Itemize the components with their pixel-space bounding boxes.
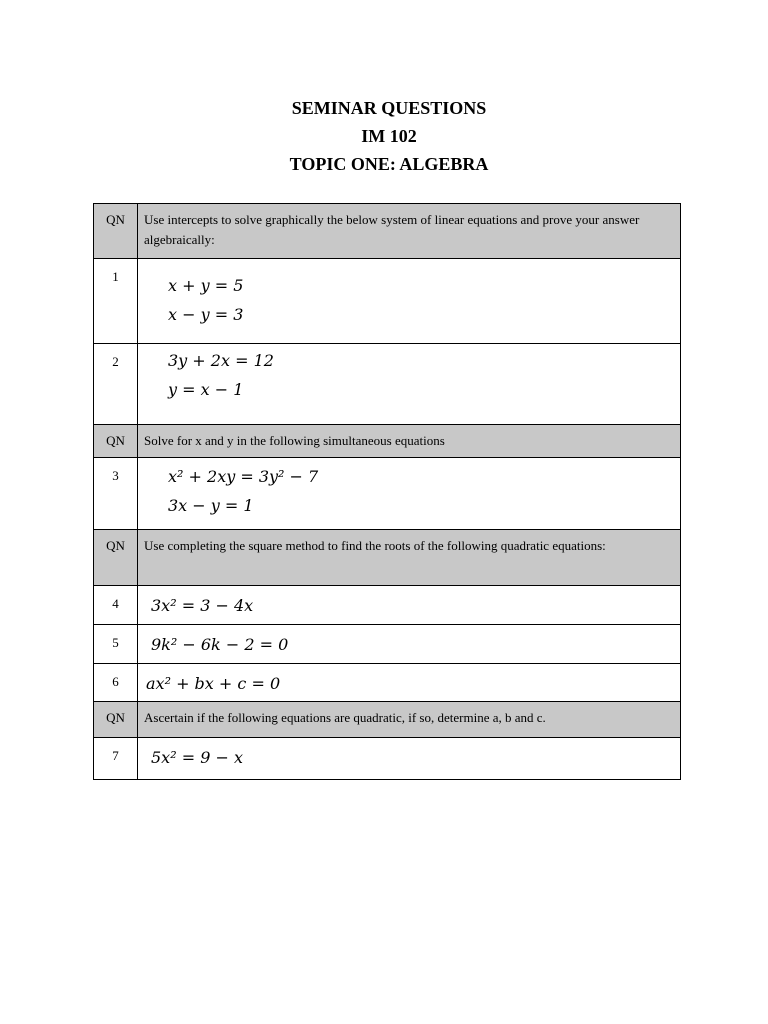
equation: ax² + bx + c = 0 [146, 674, 281, 693]
equation: 3x − y = 1 [168, 496, 254, 515]
section-header [94, 530, 681, 586]
equation: x² + 2xy = 3y² − 7 [168, 467, 319, 486]
question-content [138, 738, 681, 780]
question-content [138, 586, 681, 625]
question-row [94, 738, 681, 780]
qn-label: QN [94, 530, 138, 586]
section-instruction: Ascertain if the following equations are quadratic, if so, determine a, b and c. [138, 702, 681, 738]
questions-table [93, 203, 681, 780]
question-row [94, 586, 681, 625]
section-instruction: Solve for x and y in the following simultaneous equations [138, 425, 681, 458]
question-number: 7 [94, 738, 138, 780]
equation: x − y = 3 [168, 305, 244, 324]
qn-label: QN [94, 702, 138, 738]
course-code: IM 102 [361, 126, 417, 146]
section-instruction: Use completing the square method to find the roots of the following quadratic equations: [138, 530, 681, 586]
question-row [94, 625, 681, 664]
document-title-block [0, 94, 768, 178]
qn-label: QN [94, 425, 138, 458]
question-number: 5 [94, 625, 138, 664]
qn-label: QN [94, 204, 138, 259]
equation: 5x² = 9 − x [151, 748, 243, 767]
equation: 3y + 2x = 12 [168, 351, 274, 370]
equation: 3x² = 3 − 4x [151, 596, 254, 615]
question-content [138, 458, 681, 530]
question-row [94, 664, 681, 702]
question-content [138, 664, 681, 702]
question-content [138, 344, 681, 425]
question-row [94, 344, 681, 425]
section-header [94, 425, 681, 458]
equation: 9k² − 6k − 2 = 0 [151, 635, 289, 654]
question-number: 2 [94, 344, 138, 425]
section-header [94, 702, 681, 738]
question-row [94, 259, 681, 344]
topic-title: TOPIC ONE: ALGEBRA [289, 154, 489, 174]
document-title: SEMINAR QUESTIONS [291, 98, 487, 118]
question-content [138, 259, 681, 344]
question-number: 6 [94, 664, 138, 702]
question-number: 3 [94, 458, 138, 530]
question-number: 1 [94, 259, 138, 344]
section-instruction: Use intercepts to solve graphically the below system of linear equations and prove your answer algebraically: [138, 204, 681, 259]
question-content [138, 625, 681, 664]
equation: x + y = 5 [168, 276, 244, 295]
section-header [94, 204, 681, 259]
equation: y = x − 1 [168, 380, 244, 399]
question-row [94, 458, 681, 530]
question-number: 4 [94, 586, 138, 625]
